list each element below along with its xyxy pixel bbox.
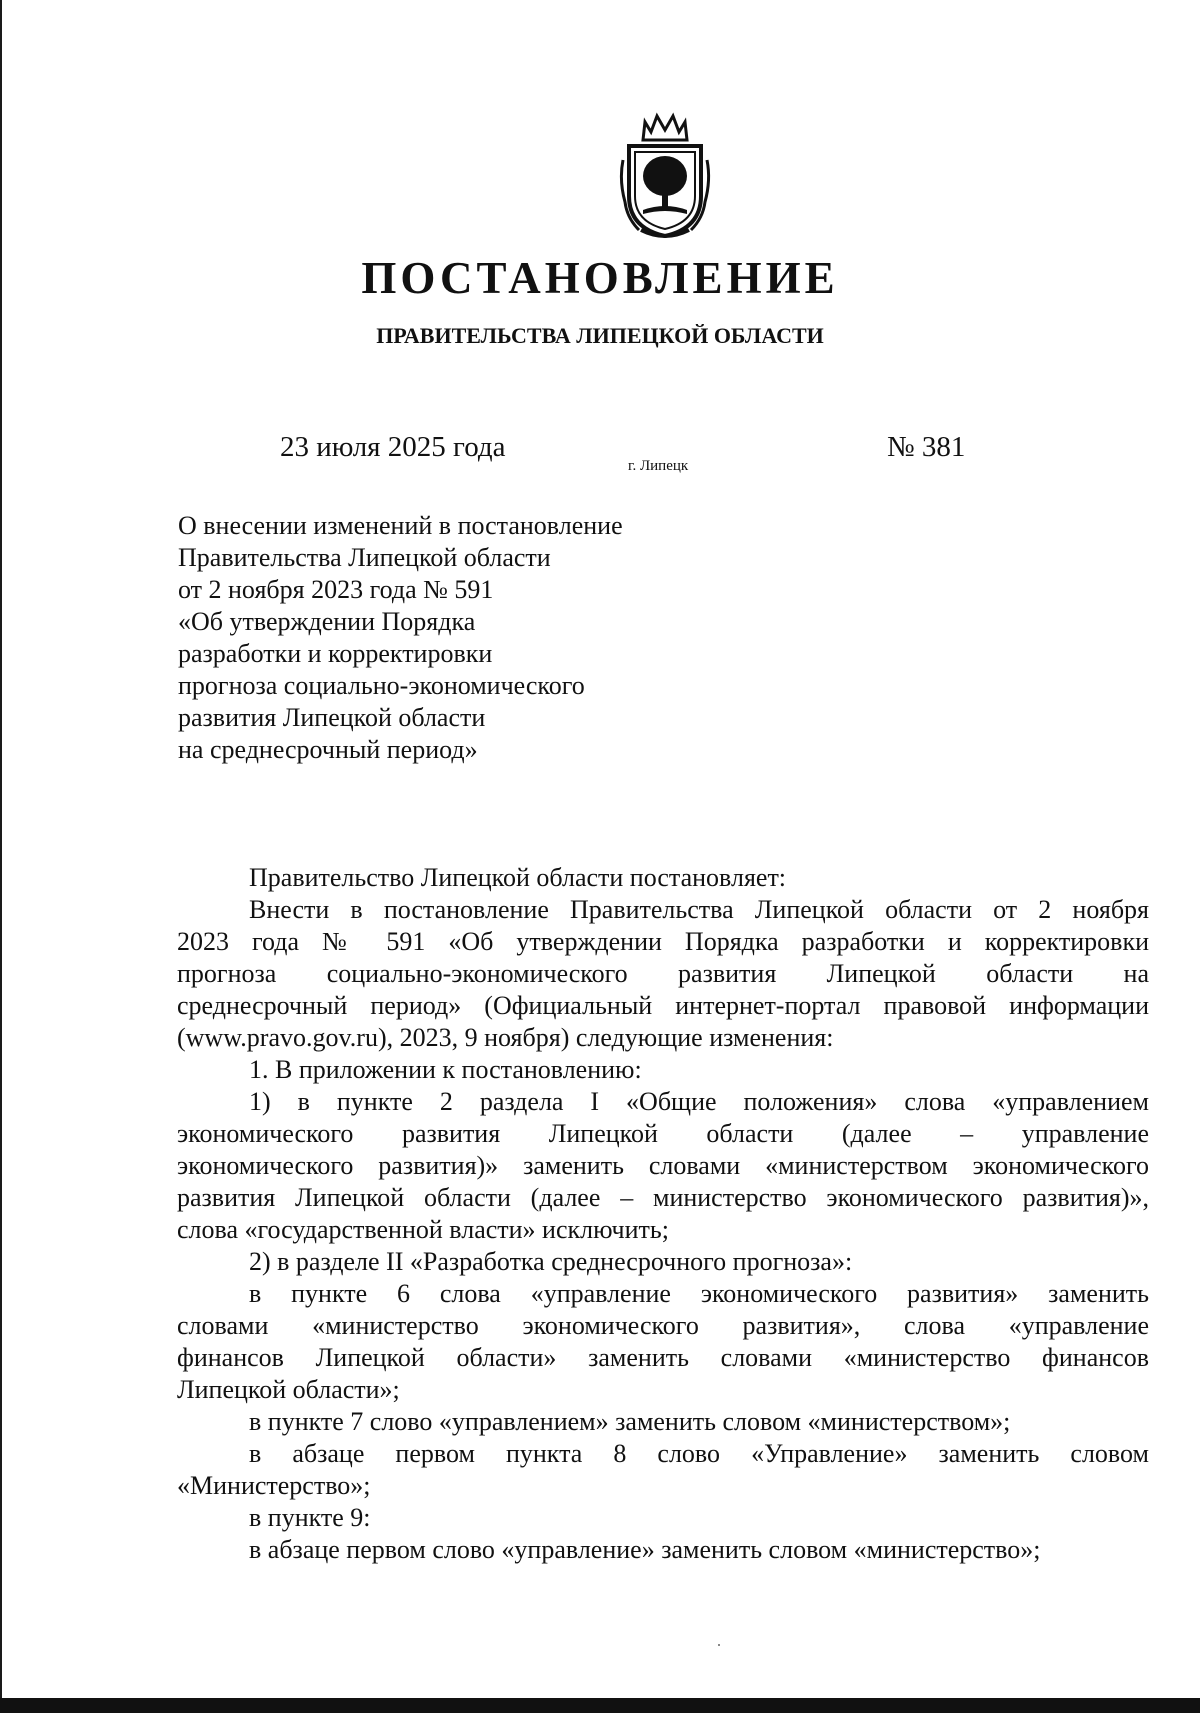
body-line: прогноза социально-экономического развития Липецкой области на (177, 959, 1149, 988)
subject-line: прогноза социально-экономического (178, 671, 585, 700)
coat-of-arms-icon (615, 110, 715, 242)
scan-speck (718, 1644, 720, 1646)
body-line: экономического развития Липецкой области (далее – управление (177, 1119, 1149, 1148)
body-line: финансов Липецкой области» заменить словами «министерство финансов (177, 1343, 1149, 1372)
document-subject (178, 510, 623, 766)
body-line: Липецкой области»; (177, 1375, 400, 1404)
subject-line: от 2 ноября 2023 года № 591 (178, 575, 494, 604)
body-line: 2023 года № 591 «Об утверждении Порядка разработки и корректировки (177, 927, 1149, 956)
body-line: развития Липецкой области (далее – министерство экономического развития)», (177, 1183, 1149, 1212)
subject-line: «Об утверждении Порядка (178, 607, 476, 636)
body-line: Правительство Липецкой области постановляет: (249, 863, 787, 892)
body-line: Внести в постановление Правительства Липецкой области от 2 ноября (249, 895, 1149, 924)
body-line: слова «государственной власти» исключить; (177, 1215, 669, 1244)
document-issuer: ПРАВИТЕЛЬСТВА ЛИПЕЦКОЙ ОБЛАСТИ (376, 323, 824, 348)
body-line: среднесрочный период» (Официальный интернет-портал правовой информации (177, 991, 1149, 1020)
subject-line: Правительства Липецкой области (178, 543, 551, 572)
document-title: ПОСТАНОВЛЕНИЕ (361, 253, 839, 303)
body-line: в пункте 6 слова «управление экономического развития» заменить (249, 1279, 1149, 1308)
body-line: 1) в пункте 2 раздела I «Общие положения» слова «управлением (249, 1087, 1149, 1116)
subject-line: на среднесрочный период» (178, 735, 478, 764)
body-line: в абзаце первом слово «управление» заменить словом «министерство»; (249, 1535, 1041, 1564)
document-date: 23 июля 2025 года (280, 431, 506, 463)
scan-bottom-edge (0, 1698, 1200, 1713)
body-line: «Министерство»; (177, 1471, 371, 1500)
document-city: г. Липецк (628, 458, 689, 474)
document-number: № 381 (887, 431, 966, 463)
subject-line: развития Липецкой области (178, 703, 486, 732)
body-line: в пункте 9: (249, 1503, 371, 1532)
subject-line: О внесении изменений в постановление (178, 511, 623, 540)
document-body (177, 862, 1149, 1566)
body-line: в абзаце первом пункта 8 слово «Управление» заменить словом (249, 1439, 1149, 1468)
body-line: 1. В приложении к постановлению: (249, 1055, 642, 1084)
subject-line: разработки и корректировки (178, 639, 493, 668)
body-line: (www.pravo.gov.ru), 2023, 9 ноября) следующие изменения: (177, 1023, 834, 1052)
body-line: словами «министерство экономического развития», слова «управление (177, 1311, 1149, 1340)
body-line: в пункте 7 слово «управлением» заменить словом «министерством»; (249, 1407, 1011, 1436)
body-line: экономического развития)» заменить словами «министерством экономического (177, 1151, 1149, 1180)
body-line: 2) в разделе II «Разработка среднесрочного прогноза»: (249, 1247, 853, 1276)
